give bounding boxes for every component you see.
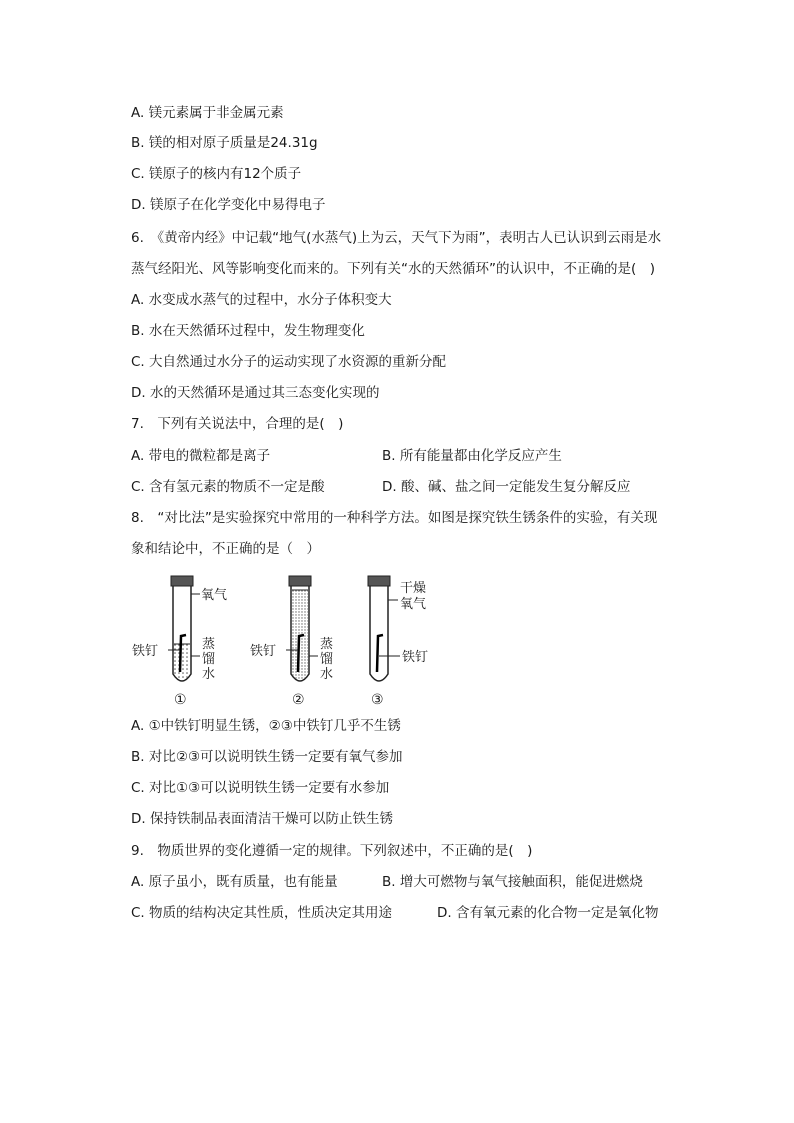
q7-option-a: A. 带电的微粒都是离子 [131,448,271,464]
tube3-number: ③ [371,692,384,707]
q9-option-b: B. 增大可燃物与氧气接触面积，能促进燃烧 [382,874,643,890]
q9-stem: 9. 物质世界的变化遵循一定的规律。下列叙述中，不正确的是( ) [131,843,533,859]
tube2-stopper [289,576,311,586]
q5-option-b: B. 镁的相对原子质量是24.31g [131,135,318,151]
tube3-nail [377,635,383,672]
rust-experiment-figure [130,572,450,707]
test-tube-2 [250,576,333,707]
tube1-label-water-1: 蒸 [202,637,216,652]
tube3-label-gas-2: 氧气 [400,597,427,612]
tube3-label-nail: 铁钉 [402,650,429,665]
q6-option-c: C. 大自然通过水分子的运动实现了水资源的重新分配 [131,354,447,370]
tube2-label-nail: 铁钉 [250,644,277,659]
q5-option-c: C. 镁原子的核内有12个质子 [131,166,302,182]
q8-option-c: C. 对比①③可以说明铁生锈一定要有水参加 [131,780,390,796]
q8-stem-line1: 8. “对比法”是实验探究中常用的一种科学方法。如图是探究铁生锈条件的实验，有关现 [131,510,658,526]
tube1-label-water-2: 馏 [202,652,216,667]
q7-option-c: C. 含有氢元素的物质不一定是酸 [131,479,325,495]
q8-option-b: B. 对比②③可以说明铁生锈一定要有氧气参加 [131,749,403,765]
q5-option-d: D. 镁原子在化学变化中易得电子 [131,197,326,213]
tube1-water [174,644,190,680]
q6-stem-line1: 6. 《黄帝内经》中记载“地气(水蒸气)上为云，天气下为雨”，表明古人已认识到云雨是水 [131,230,662,246]
q8-stem-line2: 象和结论中，不正确的是（ ） [131,541,320,557]
q9-option-a: A. 原子虽小，既有质量，也有能量 [131,874,338,890]
q7-option-d: D. 酸、碱、盐之间一定能发生复分解反应 [382,479,631,495]
q6-stem-line2: 蒸气经阳光、风等影响变化而来的。下列有关“水的天然循环”的认识中，不正确的是( ) [131,261,656,277]
tube2-label-water-1: 蒸 [320,637,334,652]
q5-option-a: A. 镁元素属于非金属元素 [131,105,284,121]
q7-stem: 7. 下列有关说法中，合理的是( ) [131,416,344,432]
tube3-label-gas-1: 干燥 [400,581,427,596]
tube1-label-nail: 铁钉 [132,644,159,659]
test-tube-1 [132,576,227,707]
q6-option-d: D. 水的天然循环是通过其三态变化实现的 [131,385,380,401]
tube1-number: ① [174,692,187,707]
q9-option-d: D. 含有氧元素的化合物一定是氧化物 [437,905,659,921]
tube3-glass [370,586,388,681]
q8-option-a: A. ①中铁钉明显生锈，②③中铁钉几乎不生锈 [131,718,401,734]
q6-option-a: A. 水变成水蒸气的过程中，水分子体积变大 [131,292,392,308]
q9-option-c: C. 物质的结构决定其性质，性质决定其用途 [131,905,393,921]
q8-option-d: D. 保持铁制品表面清洁干燥可以防止铁生锈 [131,811,393,827]
tube1-label-gas: 氧气 [201,588,228,603]
tube1-stopper [171,576,193,586]
test-tube-3 [368,576,428,707]
tube3-stopper [368,576,390,586]
tube2-label-water-2: 馏 [320,652,334,667]
tube1-label-water-3: 水 [202,667,216,682]
q7-option-b: B. 所有能量都由化学反应产生 [382,448,562,464]
q6-option-b: B. 水在天然循环过程中，发生物理变化 [131,323,365,339]
tube2-label-water-3: 水 [320,667,334,682]
tube2-number: ② [292,692,305,707]
